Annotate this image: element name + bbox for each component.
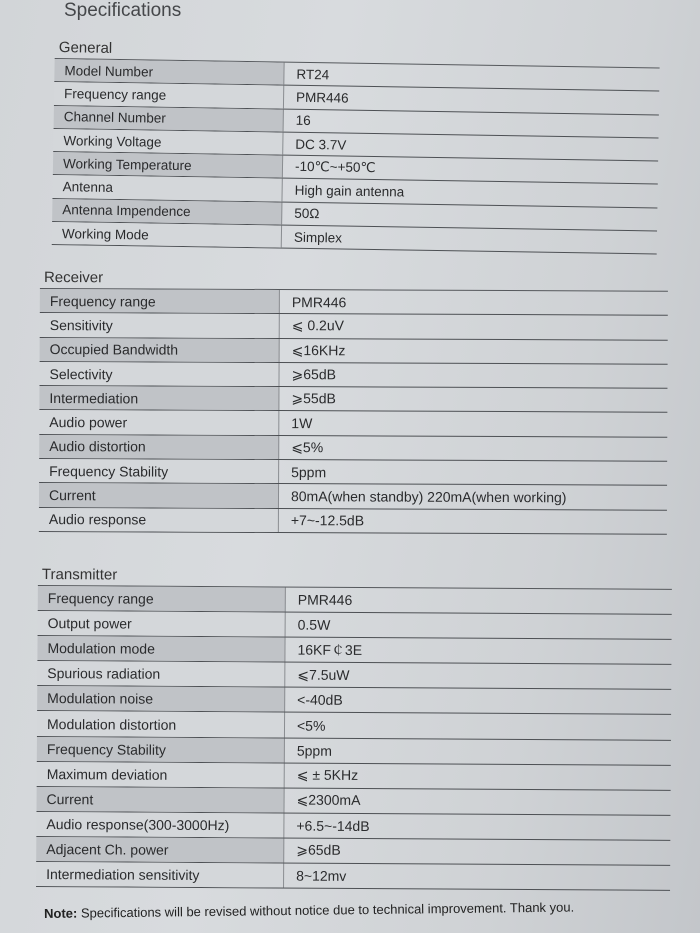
spec-value: ⩾65dB [296, 842, 341, 859]
table-row [37, 636, 671, 665]
spec-value: 0.5W [297, 616, 331, 633]
spec-value: ⩽7.5uW [297, 666, 350, 683]
spec-label: Audio power [39, 410, 279, 434]
spec-label: Current [36, 787, 284, 813]
table-row [36, 837, 670, 866]
spec-value: 50Ω [294, 206, 320, 222]
receiver-heading: Receiver [43, 269, 104, 287]
spec-value: +7~-12.5dB [290, 512, 365, 529]
spec-value: 8~12mv [296, 867, 347, 884]
table-row [38, 586, 672, 615]
spec-value: PMR446 [297, 591, 353, 608]
spec-label: Output power [38, 611, 286, 637]
table-row [39, 459, 667, 486]
spec-value: RT24 [296, 66, 330, 82]
spec-label: Occupied Bandwidth [40, 338, 280, 362]
spec-value: +6.5~-14dB [296, 817, 370, 834]
page-title: Specifications [64, 0, 182, 21]
spec-label: Modulation distortion [37, 711, 285, 737]
general-section [52, 38, 660, 255]
spec-label: Current [39, 483, 279, 507]
spec-label: Modulation noise [37, 686, 285, 712]
spec-label: Frequency Stability [37, 737, 285, 763]
spec-value: DC 3.7V [295, 136, 347, 153]
note-label: Note: [44, 905, 78, 921]
spec-value: 16 [295, 113, 311, 129]
table-row [36, 812, 670, 841]
spec-value: ⩽ 0.2uV [291, 317, 345, 334]
spec-label: Frequency Stability [39, 459, 279, 483]
spec-value: ⩽2300mA [296, 791, 361, 809]
spec-value: PMR446 [295, 89, 349, 106]
table-row [37, 661, 671, 690]
spec-label: Antenna [52, 175, 282, 201]
spec-value: Simplex [293, 229, 343, 246]
table-row [40, 338, 668, 365]
spec-value: High gain antenna [294, 182, 405, 200]
spec-label: Spurious radiation [37, 661, 285, 687]
table-row [40, 313, 668, 340]
spec-value: -10℃~+50℃ [294, 159, 376, 176]
spec-label: Adjacent Ch. power [36, 837, 284, 863]
receiver-table [39, 288, 668, 535]
spec-value: 16KF￠3E [297, 641, 363, 659]
spec-value: ⩽16KHz [291, 341, 346, 359]
spec-value: ⩾65dB [291, 366, 337, 383]
spec-value: <5% [296, 717, 326, 734]
table-row [38, 611, 672, 640]
spec-value: 5ppm [291, 463, 327, 480]
spec-label: Maximum deviation [37, 762, 285, 788]
table-row [39, 362, 667, 389]
spec-label: Audio distortion [39, 435, 279, 459]
spec-value: 1W [291, 415, 313, 432]
spec-label: Sensitivity [40, 313, 280, 337]
spec-value: ⩽ ± 5KHz [296, 766, 359, 784]
spec-value: <-40dB [297, 692, 343, 709]
spec-label: Modulation mode [37, 636, 285, 662]
receiver-section [39, 268, 668, 535]
spec-label: Audio response(300-3000Hz) [36, 812, 284, 838]
transmitter-table [36, 585, 672, 891]
spec-label: Model Number [54, 59, 284, 85]
general-table [52, 58, 660, 255]
spec-label: Working Voltage [53, 129, 283, 155]
note-text: Specifications will be revised without notice due to technical improvement. Thank you. [77, 899, 575, 921]
table-row [36, 862, 670, 891]
spec-label: Working Mode [52, 222, 282, 248]
spec-value: PMR446 [291, 293, 347, 310]
spec-label: Intermediation [39, 386, 279, 410]
spec-label: Frequency range [38, 586, 286, 612]
table-row [40, 289, 668, 316]
table-row [39, 483, 667, 510]
spec-value: 5ppm [296, 742, 332, 759]
table-row [37, 762, 671, 791]
table-row [37, 686, 671, 715]
transmitter-heading: Transmitter [41, 566, 118, 584]
spec-label: Intermediation sensitivity [36, 862, 284, 888]
spec-label: Working Temperature [53, 152, 283, 178]
table-row [39, 435, 667, 462]
spec-value: 80mA(when standby) 220mA(when working) [290, 488, 567, 506]
spec-label: Channel Number [54, 106, 284, 132]
spec-label: Frequency range [54, 82, 284, 108]
spec-value: ⩾55dB [291, 390, 336, 407]
table-row [39, 410, 667, 437]
spec-label: Selectivity [39, 362, 279, 386]
table-row [39, 508, 667, 535]
spec-label: Antenna Impendence [52, 199, 282, 225]
table-row [36, 787, 670, 816]
table-row [37, 737, 671, 766]
table-row [39, 386, 667, 413]
general-heading: General [58, 39, 113, 57]
transmitter-section [36, 565, 672, 891]
footer-note [44, 900, 574, 921]
spec-label: Frequency range [40, 289, 280, 313]
table-row [37, 711, 671, 740]
spec-value: ⩽5% [291, 439, 324, 456]
spec-label: Audio response [39, 508, 279, 532]
